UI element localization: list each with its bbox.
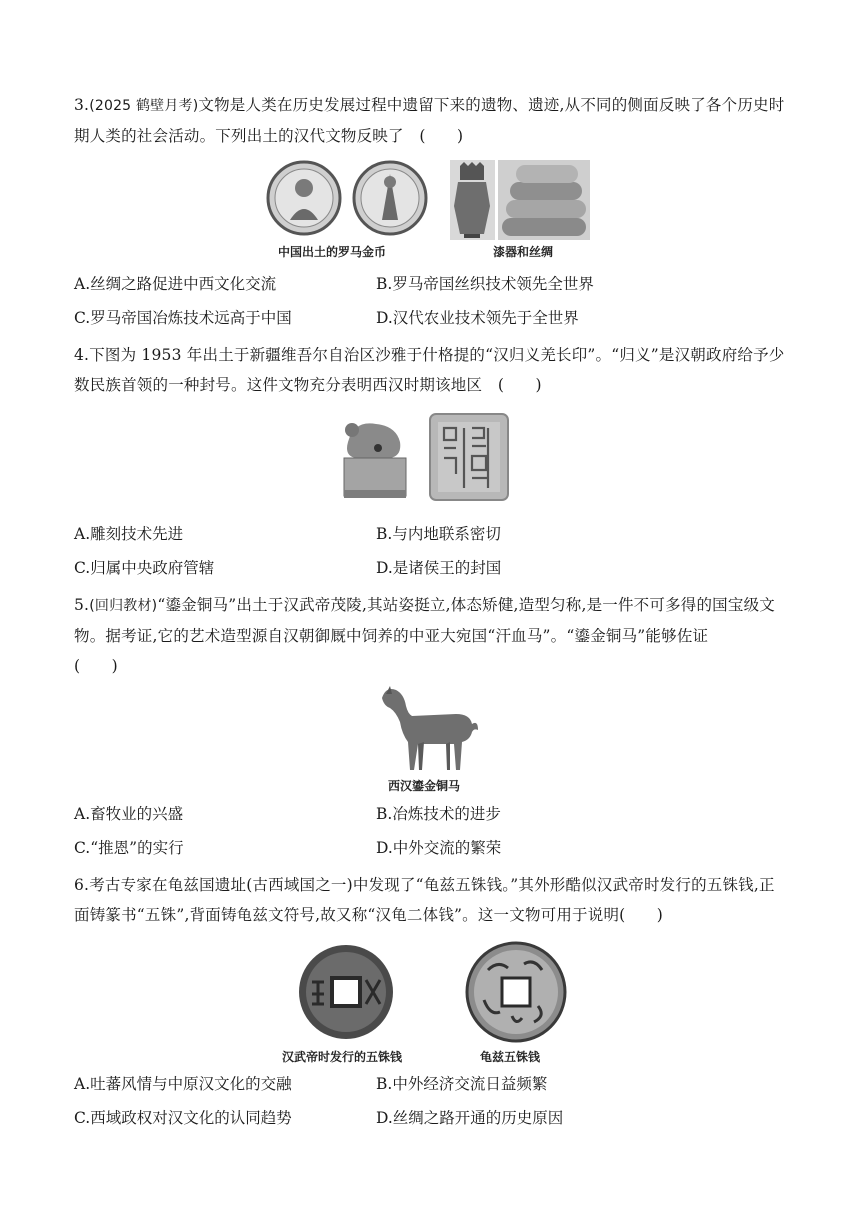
roman-gold-coins-image bbox=[262, 160, 442, 240]
option-d[interactable]: D.汉代农业技术领先于全世界 bbox=[376, 309, 579, 327]
lacquerware-and-silk-image bbox=[450, 160, 590, 240]
option-c[interactable]: C.西域政权对汉文化的认同趋势 bbox=[74, 1109, 292, 1127]
option-d[interactable]: D.中外交流的繁荣 bbox=[376, 839, 502, 857]
question-source-tag: (回归教材) bbox=[89, 598, 158, 614]
option-c[interactable]: C.“推恩”的实行 bbox=[74, 839, 184, 857]
option-b[interactable]: B.中外经济交流日益频繁 bbox=[376, 1075, 548, 1093]
option-a[interactable]: A.畜牧业的兴盛 bbox=[74, 805, 184, 823]
figure-caption: 漆器和丝绸 bbox=[493, 245, 554, 259]
seal-imprint-image bbox=[428, 412, 510, 502]
question-6-stem: 6.考古专家在龟兹国遗址(古西域国之一)中发现了“龟兹五铢钱。”其外形酷似汉武帝时发行的五铢钱,正面铸篆书“五铢”,背面铸龟兹文符号,故又称“汉龟二体钱”。这一文物可用于说明( ) bbox=[74, 876, 775, 924]
figure-caption: 龟兹五铢钱 bbox=[480, 1050, 541, 1064]
qiuci-wuzhu-coin-image bbox=[464, 940, 568, 1044]
question-3-stem: 3.(2025 鹤壁月考)文物是人类在历史发展过程中遗留下来的遗物、遗迹,从不同的侧面反映了各个历史时期人类的社会活动。下列出土的汉代文物反映了 ( ) bbox=[74, 96, 785, 145]
figure-caption: 中国出土的罗马金币 bbox=[278, 245, 387, 259]
option-a[interactable]: A.雕刻技术先进 bbox=[74, 525, 184, 543]
question-source-tag: (2025 鹤壁月考) bbox=[89, 98, 199, 114]
figure-caption: 汉武帝时发行的五铢钱 bbox=[282, 1050, 403, 1064]
option-b[interactable]: B.罗马帝国丝织技术领先全世界 bbox=[376, 275, 594, 293]
option-d[interactable]: D.是诸侯王的封国 bbox=[376, 559, 502, 577]
option-c[interactable]: C.归属中央政府管辖 bbox=[74, 559, 215, 577]
option-c[interactable]: C.罗马帝国冶炼技术远高于中国 bbox=[74, 309, 292, 327]
option-b[interactable]: B.与内地联系密切 bbox=[376, 525, 501, 543]
figure-caption: 西汉鎏金铜马 bbox=[388, 779, 461, 793]
option-a[interactable]: A.吐蕃风情与中原汉文化的交融 bbox=[74, 1075, 292, 1093]
question-4-stem: 4.下图为 1953 年出土于新疆维吾尔自治区沙雅于什格提的“汉归义羌长印”。“归义”是汉朝政府给予少数民族首领的一种封号。这件文物充分表明西汉时期该地区 ( ) bbox=[74, 346, 785, 394]
option-a[interactable]: A.丝绸之路促进中西文化交流 bbox=[74, 275, 277, 293]
option-d[interactable]: D.丝绸之路开通的历史原因 bbox=[376, 1109, 564, 1127]
seal-image bbox=[334, 412, 414, 502]
wuzhu-coin-image bbox=[296, 942, 396, 1042]
option-b[interactable]: B.冶炼技术的进步 bbox=[376, 805, 501, 823]
question-5-stem: 5.(回归教材)“鎏金铜马”出土于汉武帝茂陵,其站姿挺立,体态矫健,造型匀称,是一件不可多得的国宝级文物。据考证,它的艺术造型源自汉朝御厩中饲养的中亚大宛国“汗血马”。“鎏金铜马”能够佐证 ( ) bbox=[74, 596, 803, 675]
gilded-bronze-horse-image bbox=[374, 684, 484, 774]
